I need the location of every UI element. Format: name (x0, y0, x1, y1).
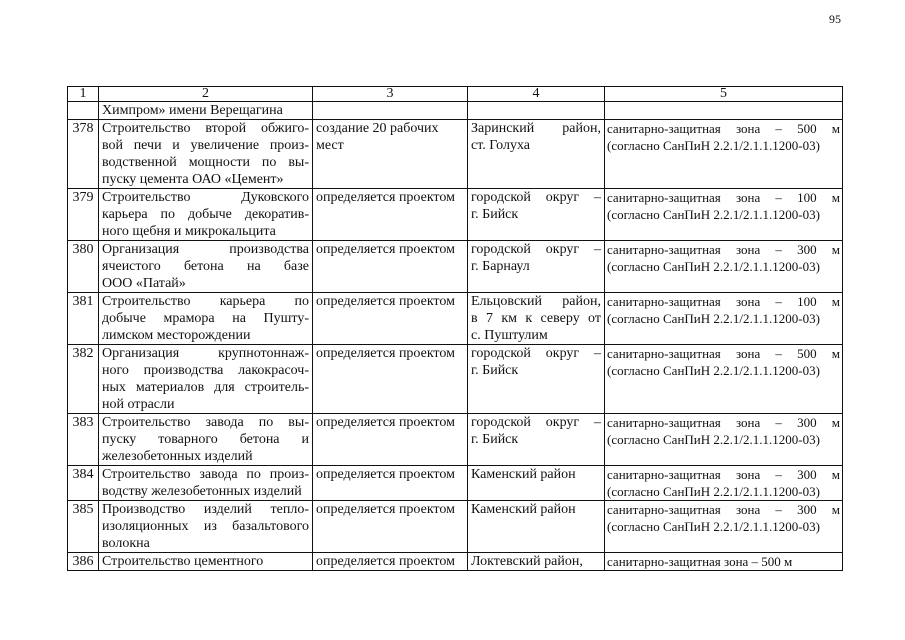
row-number-cell: 384 (68, 466, 99, 501)
table-row (68, 293, 843, 345)
sanitary-zone-line: (согласно СанПиН 2.2.1/2.1.1.1200-03) (607, 259, 820, 274)
row-number-cell: 380 (68, 241, 99, 293)
location-line: г. Барнаул (471, 259, 530, 274)
project-name-line: ООО «Патай» (102, 276, 186, 291)
jobs-cell (313, 189, 468, 241)
jobs-line: определяется проектом (316, 502, 455, 517)
location-cell (468, 466, 605, 501)
sanitary-zone-line: (согласно СанПиН 2.2.1/2.1.1.1200-03) (607, 519, 820, 534)
project-name-cell (99, 414, 313, 466)
project-name-line: водству железобетонных изделий (102, 484, 302, 499)
table-row (68, 553, 843, 571)
project-name-cell (99, 241, 313, 293)
sanitary-zone-line: санитарно-защитная зона – 100 м (607, 190, 840, 205)
table-row (68, 414, 843, 466)
project-name-line: волокна (102, 536, 150, 551)
sanitary-zone-line: (согласно СанПиН 2.2.1/2.1.1.1200-03) (607, 484, 820, 499)
location-line: городской округ – (471, 415, 601, 430)
sanitary-zone-line: санитарно-защитная зона – 300 м (607, 467, 840, 482)
project-name-line: вой печи и увеличение произ- (102, 138, 309, 153)
row-number-cell: 383 (68, 414, 99, 466)
project-name-line: Химпром» имени Верещагина (102, 103, 283, 118)
location-cell (468, 501, 605, 553)
project-name-line: пуску товарного бетона и (102, 432, 309, 447)
project-name-line: Организация производства (102, 242, 309, 257)
sanitary-zone-cell (605, 345, 843, 414)
table-row (68, 241, 843, 293)
project-name-cell (99, 501, 313, 553)
project-name-cell (99, 553, 313, 571)
table-row (68, 102, 843, 120)
location-line: Локтевский район, (471, 554, 583, 569)
jobs-cell (313, 102, 468, 120)
location-cell (468, 189, 605, 241)
sanitary-zone-line: (согласно СанПиН 2.2.1/2.1.1.1200-03) (607, 138, 820, 153)
jobs-cell (313, 553, 468, 571)
sanitary-zone-line: (согласно СанПиН 2.2.1/2.1.1.1200-03) (607, 432, 820, 447)
project-name-line: Производство изделий тепло- (102, 502, 309, 517)
header-row (68, 87, 843, 102)
location-cell (468, 345, 605, 414)
jobs-cell (313, 293, 468, 345)
location-line: городской округ – (471, 346, 601, 361)
location-cell (468, 414, 605, 466)
location-line: Заринский район, (471, 121, 601, 136)
location-line: г. Бийск (471, 207, 519, 222)
project-name-line: ных материалов для строитель- (102, 380, 309, 395)
sanitary-zone-line: санитарно-защитная зона – 500 м (607, 346, 840, 361)
location-line: Каменский район (471, 502, 576, 517)
row-number-cell: 385 (68, 501, 99, 553)
jobs-line: определяется проектом (316, 242, 455, 257)
sanitary-zone-cell (605, 466, 843, 501)
table-row (68, 466, 843, 501)
project-name-line: железобетонных изделий (102, 449, 253, 464)
row-number-cell: 379 (68, 189, 99, 241)
project-name-line: карьера по добыче декоратив- (102, 207, 309, 222)
row-number-cell: 386 (68, 553, 99, 571)
location-line: ст. Голуха (471, 138, 530, 153)
jobs-cell (313, 120, 468, 189)
jobs-cell (313, 241, 468, 293)
jobs-cell (313, 414, 468, 466)
jobs-line: определяется проектом (316, 294, 455, 309)
sanitary-zone-cell (605, 501, 843, 553)
project-name-cell (99, 293, 313, 345)
sanitary-zone-cell (605, 189, 843, 241)
location-line: г. Бийск (471, 432, 519, 447)
jobs-line: определяется проектом (316, 415, 455, 430)
projects-table-container (67, 86, 843, 571)
row-number-cell (68, 102, 99, 120)
location-line: г. Бийск (471, 363, 519, 378)
header-cell-5: 5 (605, 87, 843, 102)
project-name-cell (99, 345, 313, 414)
project-name-line: Строительство цементного (102, 554, 264, 569)
project-name-line: Строительство Дуковского (102, 190, 309, 205)
table-row (68, 345, 843, 414)
project-name-line: Строительство второй обжиго- (102, 121, 309, 136)
sanitary-zone-line: (согласно СанПиН 2.2.1/2.1.1.1200-03) (607, 207, 820, 222)
project-name-line: ячеистого бетона на базе (102, 259, 309, 274)
project-name-line: пуску цемента ОАО «Цемент» (102, 172, 284, 187)
project-name-line: Строительство завода по произ- (102, 467, 309, 482)
sanitary-zone-cell (605, 102, 843, 120)
sanitary-zone-cell (605, 414, 843, 466)
row-number-cell: 378 (68, 120, 99, 189)
header-cell-4: 4 (468, 87, 605, 102)
location-cell (468, 553, 605, 571)
project-name-cell (99, 189, 313, 241)
jobs-line: определяется проектом (316, 554, 455, 569)
table-row (68, 189, 843, 241)
jobs-line: определяется проектом (316, 346, 455, 361)
header-cell-2: 2 (99, 87, 313, 102)
header-cell-1: 1 (68, 87, 99, 102)
project-name-line: Строительство карьера по (102, 294, 309, 309)
project-name-line: ной отрасли (102, 397, 175, 412)
header-cell-3: 3 (313, 87, 468, 102)
table-body (68, 102, 843, 571)
sanitary-zone-line: санитарно-защитная зона – 500 м (607, 121, 840, 136)
location-line: в 7 км к северу от (471, 311, 601, 326)
jobs-cell (313, 345, 468, 414)
page-number: 95 (829, 12, 841, 26)
jobs-line: определяется проектом (316, 190, 455, 205)
location-line: Каменский район (471, 467, 576, 482)
sanitary-zone-line: санитарно-защитная зона – 300 м (607, 502, 840, 517)
project-name-line: Организация крупнотоннаж- (102, 346, 309, 361)
projects-table (67, 86, 843, 571)
project-name-cell (99, 120, 313, 189)
jobs-cell (313, 466, 468, 501)
location-line: с. Пуштулим (471, 328, 548, 343)
jobs-line: создание 20 рабочих (316, 121, 439, 136)
project-name-cell (99, 102, 313, 120)
sanitary-zone-cell (605, 293, 843, 345)
project-name-cell (99, 466, 313, 501)
location-cell (468, 120, 605, 189)
location-cell (468, 102, 605, 120)
location-line: городской округ – (471, 242, 601, 257)
sanitary-zone-line: санитарно-защитная зона – 300 м (607, 242, 840, 257)
sanitary-zone-line: санитарно-защитная зона – 500 м (607, 554, 793, 569)
project-name-line: лимском месторождении (102, 328, 251, 343)
table-row (68, 501, 843, 553)
project-name-line: добыче мрамора на Пушту- (102, 311, 309, 326)
project-name-line: Строительство завода по вы- (102, 415, 309, 430)
project-name-line: ного производства лакокрасоч- (102, 363, 309, 378)
sanitary-zone-line: (согласно СанПиН 2.2.1/2.1.1.1200-03) (607, 363, 820, 378)
sanitary-zone-cell (605, 120, 843, 189)
row-number-cell: 382 (68, 345, 99, 414)
location-cell (468, 241, 605, 293)
sanitary-zone-cell (605, 241, 843, 293)
location-cell (468, 293, 605, 345)
location-line: Ельцовский район, (471, 294, 601, 309)
sanitary-zone-line: санитарно-защитная зона – 100 м (607, 294, 840, 309)
jobs-line: определяется проектом (316, 467, 455, 482)
jobs-cell (313, 501, 468, 553)
location-line: городской округ – (471, 190, 601, 205)
sanitary-zone-cell (605, 553, 843, 571)
project-name-line: изоляционных из базальтового (102, 519, 309, 534)
row-number-cell: 381 (68, 293, 99, 345)
sanitary-zone-line: (согласно СанПиН 2.2.1/2.1.1.1200-03) (607, 311, 820, 326)
project-name-line: водственной мощности по вы- (102, 155, 309, 170)
table-row (68, 120, 843, 189)
sanitary-zone-line: санитарно-защитная зона – 300 м (607, 415, 840, 430)
project-name-line: ного щебня и микрокальцита (102, 224, 276, 239)
jobs-line: мест (316, 138, 344, 153)
